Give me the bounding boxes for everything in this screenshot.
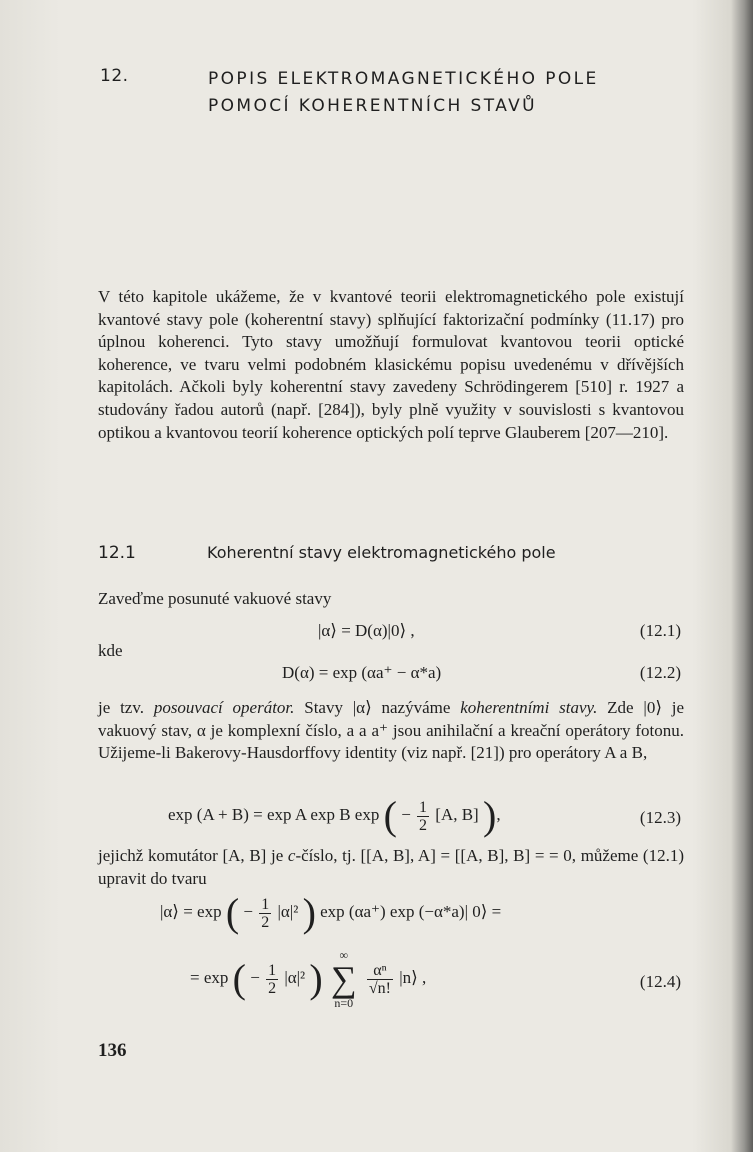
- fraction-half: [259, 896, 271, 931]
- equation-number-12-2: (12.2): [639, 663, 681, 682]
- paragraph-coherent-states: [98, 697, 684, 765]
- frac-numerator: 1: [261, 895, 270, 913]
- equation-12-3: exp (A + B) = exp A exp B exp ( − $\frac{1}{2}$ [A, B] ),: [168, 793, 501, 838]
- minus-sign: −: [243, 901, 253, 921]
- sigma-symbol: ∑: [330, 959, 357, 999]
- term-c: c: [287, 846, 296, 865]
- frac-numerator: 1: [419, 798, 428, 816]
- paren-close: ): [302, 890, 316, 935]
- kde-label: kde: [98, 641, 123, 660]
- equation-12-4a: [160, 890, 502, 935]
- paren-open: (: [232, 956, 246, 1001]
- chapter-title: [208, 66, 599, 120]
- sum-upper-limit: ∞: [339, 948, 349, 962]
- paragraph-commutator: [98, 845, 684, 890]
- equation-number-12-1: (12.1): [639, 621, 681, 640]
- minus-sign: −: [401, 804, 411, 824]
- paren-open: (: [225, 890, 240, 935]
- equation-number-12-3: (12.3): [639, 808, 681, 827]
- frac-numerator: 1: [268, 961, 277, 979]
- eq4b-left: = exp: [190, 967, 229, 987]
- text-span: -číslo, tj. [[A, B], A] = [[A, B], B] = = 0, můžeme (12.1) upravit do tvaru: [98, 846, 684, 888]
- section-title: Koherentní stavy elektromagnetického pole: [207, 543, 556, 562]
- text-span: je tzv.: [98, 698, 144, 717]
- frac-denominator: 2: [261, 913, 270, 931]
- paren-open: (: [383, 793, 397, 838]
- paragraph-intro-eq: Zaveďme posunuté vakuové stavy: [98, 589, 332, 608]
- page-edge-shadow: [731, 0, 753, 1152]
- text-span: jejichž komutátor [A, B] je: [98, 846, 284, 865]
- text-span: Zde |0⟩ je vakuový stav, α je komplexní číslo, a a a⁺ jsou anihilační a kreační operátory fotonu. Užijeme-li Bakerovy-Hausdorffovy identity (viz např. [21]) pro operátory A a B,: [98, 698, 685, 763]
- equation-number-12-4: (12.4): [639, 972, 681, 991]
- frac-numerator: αⁿ: [367, 962, 393, 980]
- equation-12-4b: [190, 948, 426, 1010]
- abs-alpha-sq: |α|²: [284, 967, 306, 987]
- eq3-left: exp (A + B) = exp A exp B exp: [168, 804, 380, 824]
- eq4a-right: exp (αa⁺) exp (−α*a)| 0⟩ =: [320, 901, 502, 921]
- section-number: 12.1: [98, 543, 136, 563]
- chapter-number: 12.: [100, 66, 129, 86]
- equation-12-2: D(α) = exp (αa⁺ − α*a): [282, 663, 442, 682]
- term-posouvaci-operator: posouvací operátor.: [153, 698, 295, 717]
- eq4b-right: |n⟩ ,: [399, 967, 427, 987]
- commutator: [A, B]: [435, 804, 479, 824]
- summation: [331, 948, 357, 1010]
- paren-close: ): [482, 793, 497, 838]
- term-koherentni-stavy: koherentními stavy.: [460, 698, 598, 717]
- frac-denominator: √n!: [368, 979, 391, 997]
- equation-12-1: |α⟩ = D(α)|0⟩ ,: [318, 621, 415, 640]
- page-number: 136: [98, 1040, 127, 1061]
- fraction-alpha-n: [367, 962, 393, 997]
- text-span: Stavy |α⟩ nazýváme: [304, 698, 451, 717]
- eq4a-left: |α⟩ = exp: [160, 901, 222, 921]
- fraction-half: [266, 962, 278, 997]
- fraction-half: [417, 799, 429, 834]
- intro-paragraph: V této kapitole ukážeme, že v kvantové teorii elektromagnetického pole existují kvantové stavy pole (koherentní stavy) splňující faktorizační podmínky (11.17) pro úplnou koherenci. Tyto stavy umožňují formulovat kvantovou teorii optické koherence, ve tvaru velmi podobném klasickému popisu uvedenému v dřívějších kapitolách. Ačkoli byly koherentní stavy zavedeny Schrödingerem [510] r. 1927 a studovány řadou autorů (např. [284]), byly plně využity v souvislosti s kvantovou optikou a kvantovou teorií koherence optických polí teprve Glauberem [207—210].: [98, 287, 684, 442]
- frac-denominator: 2: [419, 816, 428, 834]
- abs-alpha-sq: |α|²: [277, 901, 299, 921]
- paren-close: ): [309, 956, 323, 1001]
- frac-denominator: 2: [268, 979, 277, 997]
- chapter-title-line1: POPIS ELEKTROMAGNETICKÉHO POLE: [208, 69, 599, 89]
- minus-sign: −: [250, 967, 260, 987]
- chapter-title-line2: POMOCÍ KOHERENTNÍCH STAVŮ: [208, 96, 538, 116]
- sum-lower-limit: n=0: [334, 996, 354, 1010]
